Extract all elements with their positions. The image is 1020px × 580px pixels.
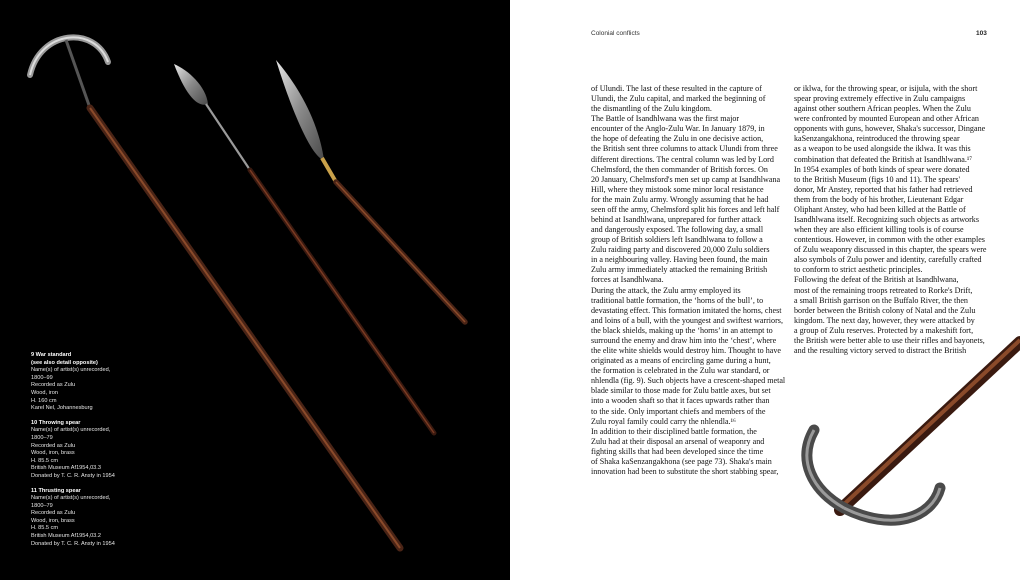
- caption-line: Recorded as Zulu: [31, 382, 76, 389]
- body-text-line: In 1954 examples of both kinds of spear were donated: [794, 164, 970, 174]
- body-text-line: seen off the army, Chelmsford split his forces and left half: [591, 204, 780, 214]
- body-text-line: a group of Zulu reserves. Protected by a makeshift fort,: [794, 325, 974, 335]
- body-text-line: combination that defeated the British at Isandhlwana.¹⁷: [794, 154, 973, 164]
- caption-line: British Museum Af1954,03.2: [31, 533, 101, 540]
- body-text-line: to the side. Only important chiefs and members of the: [591, 406, 766, 416]
- body-text-line: innovation had been to substitute the short stabbing spear,: [591, 466, 779, 476]
- body-text-line: fighting skills that had been developed since the time: [591, 446, 764, 456]
- body-text-line: encounter of the Anglo-Zulu War. In January 1879, in: [591, 124, 765, 134]
- body-text-line: Hill, where they mistook some minor local resistance: [591, 184, 764, 194]
- body-text-line: Zulu royal family could carry the nhlendla.¹⁶: [591, 416, 736, 426]
- caption-line: Name(s) of artist(s) unrecorded,: [31, 495, 111, 502]
- right-page-text: [510, 0, 1020, 580]
- body-text-line: kingdom. The next day, however, they were attacked by: [794, 315, 975, 325]
- body-text-line: Following the defeat of the British at Isandhlwana,: [794, 275, 959, 285]
- body-text-line: During the attack, the Zulu army employed its: [591, 285, 741, 295]
- body-text-line: the formation is celebrated in the Zulu war standard, or: [591, 366, 770, 376]
- body-text-line: of Shaka kaSenzangakhona (see page 73). Shaka's main: [591, 456, 772, 466]
- body-text-line: or iklwa, for the throwing spear, or isijula, with the short: [794, 84, 978, 93]
- body-text-line: donor, Mr Anstey, reported that his father had retrieved: [794, 184, 973, 194]
- text-column-1: [591, 84, 788, 477]
- body-text-line: border between the British colony of Natal and the Zulu: [794, 305, 976, 315]
- body-text-line: of Zulu weaponry discussed in this chapter, the spears were: [794, 245, 987, 255]
- body-text-line: of Ulundi. The last of these resulted in the capture of: [591, 84, 762, 93]
- body-text-line: blade similar to those made for Zulu battle axes, but set: [591, 386, 771, 396]
- caption-line: H. 85.5 cm: [31, 525, 59, 532]
- body-text-line: Zulu raiding party and discovered 20,000 Zulu soldiers: [591, 245, 770, 255]
- caption-line: Donated by T. C. R. Ansty in 1954: [31, 472, 115, 479]
- caption-line: Karel Nel, Johannesburg: [31, 405, 93, 412]
- detail-shaft: [840, 340, 1020, 510]
- caption-line: Recorded as Zulu: [31, 510, 76, 517]
- body-text-line: forces at Isandhlwana.: [591, 275, 664, 285]
- body-text-line: into a wooden shaft so that it faces upwards rather than: [591, 396, 770, 406]
- caption-line: Wood, iron, brass: [31, 517, 75, 524]
- body-text-line: kaSenzangakhona, reintroduced the throwing spear: [794, 134, 960, 144]
- body-text-line: Zulu army immediately attacked the remaining British: [591, 265, 768, 275]
- caption-line: Donated by T. C. R. Ansty in 1954: [31, 540, 115, 547]
- body-text-line: also symbols of Zulu power and identity, carefully crafted: [794, 255, 982, 265]
- body-text-line: and dangerously exposed. The following day, a small: [591, 225, 764, 235]
- caption-line: Wood, iron, brass: [31, 450, 75, 457]
- body-text-line: when they are also efficient killing tools is of course: [794, 225, 964, 235]
- body-text-line: them from the body of his brother, Lieutenant Edgar: [794, 194, 964, 204]
- body-text-line: as a weapon to be used alongside the iklwa. It was this: [794, 144, 971, 154]
- body-text-line: The Battle of Isandhlwana was the first major: [591, 114, 740, 124]
- body-text-line: contentious. However, in common with the other examples: [794, 235, 985, 245]
- figure-captions: [31, 352, 181, 555]
- caption-line: H. 85.5 cm: [31, 457, 59, 464]
- body-text-line: group of British soldiers left Isandhlwana to follow a: [591, 235, 763, 245]
- body-text-line: most of the remaining troops retreated to Rorke's Drift,: [794, 285, 973, 295]
- body-text-line: traditional battle formation, the ‘horns of the bull’, to: [591, 295, 764, 305]
- thrusting-spear-object: [276, 60, 465, 322]
- body-text-line: to the British Museum (figs 10 and 11). The spears': [794, 174, 961, 184]
- body-text-line: for the main Zulu army. Wrongly assuming that he had: [591, 194, 769, 204]
- body-text-line: Isandhlwana itself. Recognizing such objects as artworks: [794, 215, 979, 225]
- body-text-line: the elite white shields would destroy him. Thought to have: [591, 346, 782, 356]
- body-text-line: to conform to strict aesthetic principles.: [794, 265, 923, 275]
- caption-line: British Museum Af1954,03.3: [31, 465, 101, 472]
- caption-title: 11 Thrusting spear: [31, 487, 81, 494]
- body-text-line: were confronted by mounted European and other African: [794, 114, 979, 124]
- body-text-line: a small British garrison on the Buffalo River, the then: [794, 295, 968, 305]
- caption-line: Name(s) of artist(s) unrecorded,: [31, 427, 111, 434]
- body-text-line: the black shields, making up the ‘horns’ in an attempt to: [591, 325, 773, 335]
- body-text-line: behind at Isandhlwana, unprepared for further attack: [591, 215, 762, 225]
- caption-line: Wood, iron: [31, 389, 58, 396]
- body-text-line: Oliphant Anstey, who had been killed at the Battle of: [794, 204, 966, 214]
- body-text-line: spear proving extremely effective in Zulu campaigns: [794, 94, 966, 104]
- caption-line: 1800–79: [31, 502, 53, 509]
- body-text-line: the British sent three columns to attack Ulundi from three: [591, 144, 778, 154]
- body-text-line: Chelmsford, the then commander of British forces. On: [591, 164, 768, 174]
- caption-title: 10 Throwing spear: [31, 419, 81, 426]
- body-text-line: Ulundi, the Zulu capital, and marked the beginning of: [591, 94, 766, 104]
- body-text-line: the British were better able to use their rifles and bayonets,: [794, 335, 985, 345]
- caption-line: 1800–99: [31, 374, 53, 381]
- body-text-line: different directions. The central column was led by Lord: [591, 154, 774, 164]
- body-text-line: originated as a means of encircling game during a hunt,: [591, 356, 771, 366]
- body-text-line: against other southern African peoples. When the Zulu: [794, 104, 971, 114]
- body-text-line: and loins of a bull, with the youngest and swiftest warriors,: [591, 315, 783, 325]
- caption-war-standard: [31, 352, 181, 413]
- body-text-line: opponents with guns, however, Shaka's successor, Dingane: [794, 124, 986, 134]
- caption-line: Name(s) of artist(s) unrecorded,: [31, 367, 111, 374]
- body-text-line: in a neighbouring valley. Having been found, the main: [591, 255, 768, 265]
- body-text-line: the dismantling of the Zulu kingdom.: [591, 104, 712, 114]
- war-standard-detail-photo: [772, 320, 1020, 580]
- body-text-line: and the resulting victory served to distract the British: [794, 346, 967, 356]
- body-text-line: the hope of defeating the Zulu in one decisive action,: [591, 134, 764, 144]
- text-column-2: [794, 84, 991, 356]
- body-text-line: surround the enemy and draw him into the ‘chest’, where: [591, 335, 777, 345]
- caption-thrusting-spear: [31, 488, 181, 549]
- body-text-line: In addition to their disciplined battle formation, the: [591, 426, 757, 436]
- body-text-line: nhlendla (fig. 9). Such objects have a crescent-shaped metal: [591, 376, 786, 386]
- caption-line: 1800–79: [31, 434, 53, 441]
- page-number: 103: [976, 30, 987, 37]
- caption-throwing-spear: [31, 420, 181, 481]
- body-text-line: Zulu had at their disposal an arsenal of weaponry and: [591, 436, 765, 446]
- body-text-line: devastating effect. This formation imitated the horns, chest: [591, 305, 782, 315]
- caption-title: (see also detail opposite): [31, 359, 98, 366]
- caption-line: Recorded as Zulu: [31, 442, 76, 449]
- body-text-line: 20 January, Chelmsford's men set up camp at Isandhlwana: [591, 174, 781, 184]
- caption-title: 9 War standard: [31, 352, 72, 358]
- running-head: Colonial conflicts: [591, 30, 640, 37]
- caption-line: H. 160 cm: [31, 397, 57, 404]
